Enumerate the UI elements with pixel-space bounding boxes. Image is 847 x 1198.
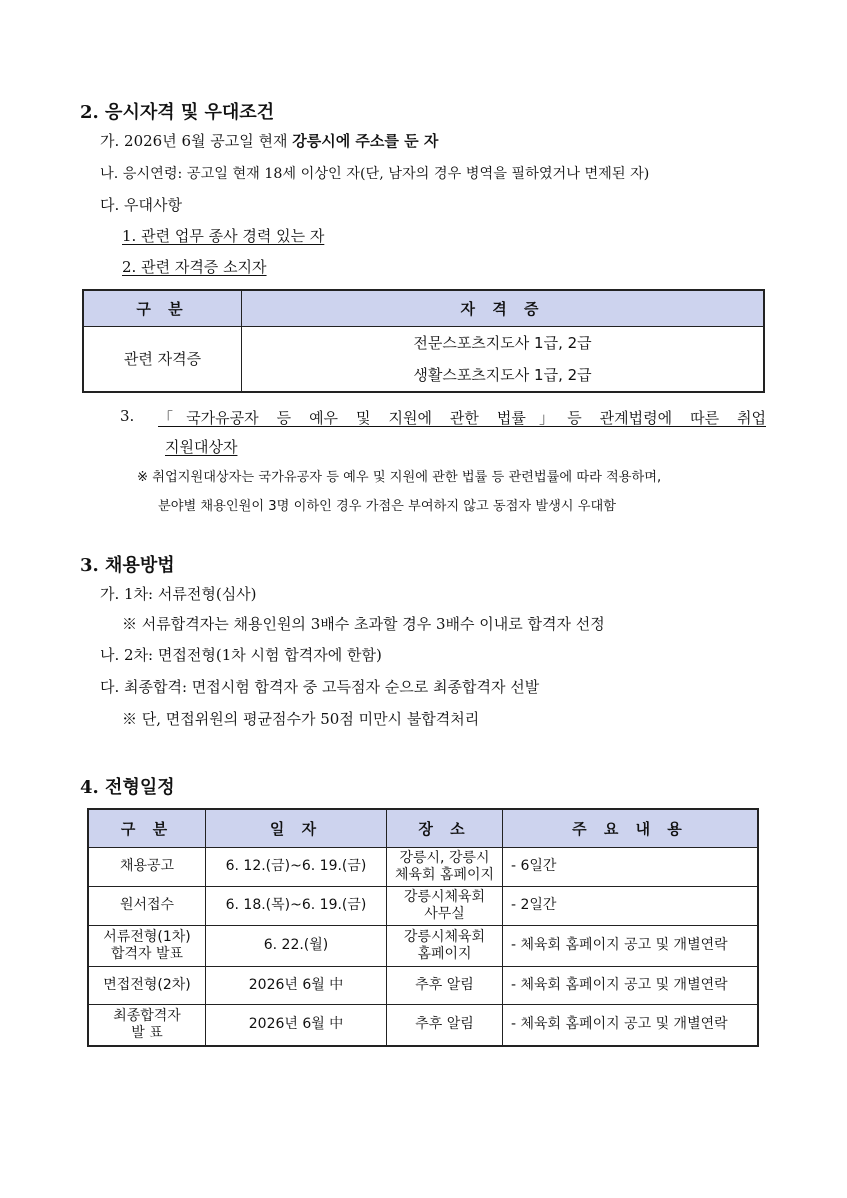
preference-item-3-number: 3. xyxy=(120,407,135,425)
schedule-place-cell xyxy=(387,847,503,886)
category-line: 서류전형(1차) xyxy=(103,928,191,945)
schedule-date-cell: 6. 12.(금)~6. 19.(금) xyxy=(206,847,387,886)
section-2-item-da: 다. 우대사항 xyxy=(100,196,182,214)
cert-item: 생활스포츠지도사 1급, 2급 xyxy=(413,365,592,384)
cert-item: 전문스포츠지도사 1급, 2급 xyxy=(413,333,592,352)
schedule-category-cell xyxy=(88,1004,206,1046)
section-3-item-na: 나. 2차: 면접전형(1차 시험 합격자에 한함) xyxy=(100,646,382,664)
schedule-header-content: 주 요 내 용 xyxy=(503,809,759,847)
section-3-note-da: ※ 단, 면접위원의 평균점수가 50점 미만시 불합격처리 xyxy=(122,710,480,728)
schedule-row-final-result xyxy=(88,1004,758,1046)
place-line: 강릉시체육회 xyxy=(403,928,486,945)
section-4-heading: 4. 전형일정 xyxy=(80,777,175,798)
section-2-heading: 2. 응시자격 및 우대조건 xyxy=(80,102,275,123)
schedule-place-cell: 추후 알림 xyxy=(387,1004,503,1046)
schedule-category-cell: 원서접수 xyxy=(88,886,206,925)
item-ga-bold-text: 강릉시에 주소를 둔 자 xyxy=(292,132,439,150)
category-line: 합격자 발표 xyxy=(110,945,184,962)
category-line: 최종합격자 xyxy=(113,1007,181,1024)
schedule-row-interview xyxy=(88,966,758,1004)
cert-table-header-category: 구 분 xyxy=(83,290,242,326)
section-2-item-na: 나. 응시연령: 공고일 현재 18세 이상인 자(단, 남자의 경우 병역을 필하였거나 면제된 자) xyxy=(100,166,650,182)
schedule-category-cell: 면접전형(2차) xyxy=(88,966,206,1004)
certificate-table xyxy=(82,289,765,393)
schedule-place-cell: 추후 알림 xyxy=(387,966,503,1004)
cert-table-cert-cell xyxy=(242,326,765,392)
schedule-content-cell: - 체육회 홈페이지 공고 및 개별연락 xyxy=(503,925,759,966)
schedule-header-category: 구 분 xyxy=(88,809,206,847)
schedule-place-cell xyxy=(387,925,503,966)
schedule-table xyxy=(87,808,759,1047)
schedule-category-cell: 채용공고 xyxy=(88,847,206,886)
schedule-content-cell: - 체육회 홈페이지 공고 및 개별연락 xyxy=(503,1004,759,1046)
section-3-heading: 3. 채용방법 xyxy=(80,555,175,576)
schedule-place-cell xyxy=(387,886,503,925)
schedule-date-cell: 2026년 6월 中 xyxy=(206,1004,387,1046)
section-3-item-da: 다. 최종합격: 면접시험 합격자 중 고득점자 순으로 최종합격자 선발 xyxy=(100,678,540,696)
preference-item-2: 2. 관련 자격증 소지자 xyxy=(122,258,267,276)
cert-table-category-cell: 관련 자격증 xyxy=(83,326,242,392)
schedule-date-cell: 2026년 6월 中 xyxy=(206,966,387,1004)
section-3-note-ga: ※ 서류합격자는 채용인원의 3배수 초과할 경우 3배수 이내로 합격자 선정 xyxy=(122,615,605,633)
schedule-date-cell: 6. 18.(목)~6. 19.(금) xyxy=(206,886,387,925)
place-line: 사무실 xyxy=(424,905,465,922)
preference-item-3-line-1: 「국가유공자 등 예우 및 지원에 관한 법률」등 관계법령에 따른 취업 xyxy=(158,409,766,427)
section-3-item-ga: 가. 1차: 서류전형(심사) xyxy=(100,585,257,603)
schedule-category-cell xyxy=(88,925,206,966)
schedule-row-announcement xyxy=(88,847,758,886)
place-line: 체육회 홈페이지 xyxy=(394,866,495,883)
place-line: 강릉시, 강릉시 xyxy=(399,849,490,866)
item-ga-text: 가. 2026년 6월 공고일 현재 xyxy=(100,132,293,150)
employment-support-note-line-1: ※ 취업지원대상자는 국가유공자 등 예우 및 지원에 관한 법률 등 관련법률에 따라 적용하며, xyxy=(137,470,662,485)
category-line: 발 표 xyxy=(131,1024,163,1041)
section-2-item-ga xyxy=(100,130,438,151)
schedule-row-document-screening xyxy=(88,925,758,966)
schedule-header-date: 일 자 xyxy=(206,809,387,847)
place-line: 강릉시체육회 xyxy=(403,888,486,905)
employment-support-note-line-2: 분야별 채용인원이 3명 이하인 경우 가점은 부여하지 않고 동점자 발생시 우대함 xyxy=(158,499,616,514)
schedule-header-place: 장 소 xyxy=(387,809,503,847)
schedule-content-cell: - 체육회 홈페이지 공고 및 개별연락 xyxy=(503,966,759,1004)
schedule-row-application xyxy=(88,886,758,925)
schedule-content-cell: - 6일간 xyxy=(503,847,759,886)
place-line: 홈페이지 xyxy=(417,945,472,962)
cert-table-header-cert: 자 격 증 xyxy=(242,290,765,326)
preference-item-1: 1. 관련 업무 종사 경력 있는 자 xyxy=(122,227,325,245)
preference-item-3-line-2: 지원대상자 xyxy=(165,438,238,456)
schedule-date-cell: 6. 22.(월) xyxy=(206,925,387,966)
schedule-content-cell: - 2일간 xyxy=(503,886,759,925)
